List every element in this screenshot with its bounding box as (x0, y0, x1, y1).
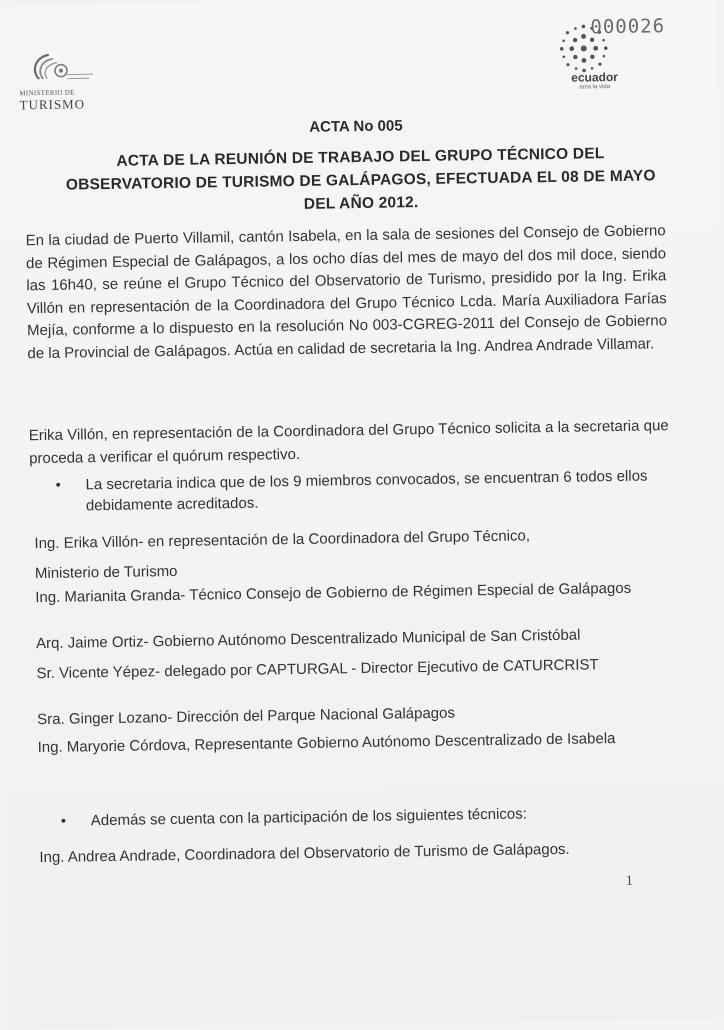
acta-number: ACTA No 005 (0, 112, 718, 140)
member-line: Ministerio de Turismo (35, 553, 665, 584)
bullet-icon: • (55, 475, 61, 496)
technicians-bullet-text: Además se cuenta con la participación de los siguientes técnicos: (91, 801, 671, 831)
technicians-bullet (65, 801, 665, 810)
document-title: ACTA DE LA REUNIÓN DE TRABAJO DEL GRUPO TÉCNICO DEL OBSERVATORIO DE TURISMO DE GALÁPAGOS, EFECTUADA EL 08 DE MAYO DEL AÑO 2012. (60, 141, 661, 219)
member-line: Ing. Marianita Granda- Técnico Consejo de Gobierno de Régimen Especial de Galápagos (35, 577, 665, 608)
technician-line: Ing. Andrea Andrade, Coordinadora del Observatorio de Turismo de Galápagos. (39, 837, 669, 868)
quorum-bullet-text: La secretaria indica que de los 9 miembros convocados, se encuentran 6 todos ellos debidamente acreditados. (85, 465, 666, 516)
tourism-swirl-icon (27, 48, 98, 89)
ecuador-brand-text: ecuador (571, 70, 618, 85)
logo-text-ministerio: MINISTERIO DE (19, 88, 109, 97)
bullet-icon: • (61, 811, 67, 832)
member-line: Arq. Jaime Ortiz- Gobierno Autónomo Descentralizado Municipal de San Cristóbal (36, 623, 666, 654)
document-stamp-number: 000026 (590, 15, 665, 38)
page-number: 1 (626, 874, 633, 890)
ministerio-turismo-logo (17, 48, 108, 113)
ecuador-logo (548, 15, 689, 107)
member-line: Sra. Ginger Lozano- Dirección del Parque Nacional Galápagos (37, 699, 667, 730)
member-line: Sr. Vicente Yépez- delegado por CAPTURGAL - Director Ejecutivo de CATURCRIST (36, 653, 666, 684)
member-line: Ing. Maryorie Córdova, Representante Gobierno Autónomo Descentralizado de Isabela (37, 727, 667, 758)
member-line: Ing. Erika Villón- en representación de la Coordinadora del Grupo Técnico, (34, 523, 664, 554)
logo-text-turismo: TURISMO (19, 96, 109, 113)
opening-paragraph: En la ciudad de Puerto Villamil, cantón Isabela, en la sala de sesiones del Consejo de Gobierno de Régimen Especial de Galápagos, a los ocho días del mes de mayo del dos mil doce, siendo las 16h40, se reúne el Grupo Técnico del Observatorio de Turismo, presidido por la Ing. Erika Villón en representación de la Coordinadora del Grupo Técnico Lcda. María Auxiliadora Farías Mejía, conforme a lo dispuesto en la resolución No 003-CGREG-2011 del Consejo de Gobierno de la Provincial de Galápagos. Actúa en calidad de secretaria la Ing. Andrea Andrade Villamar. (26, 220, 668, 365)
ecuador-tagline: ama la vida (579, 84, 610, 90)
quorum-request-paragraph: Erika Villón, en representación de la Coordinadora del Grupo Técnico solicita a la secretaria que proceda a verificar el quórum respectivo. (29, 415, 670, 470)
